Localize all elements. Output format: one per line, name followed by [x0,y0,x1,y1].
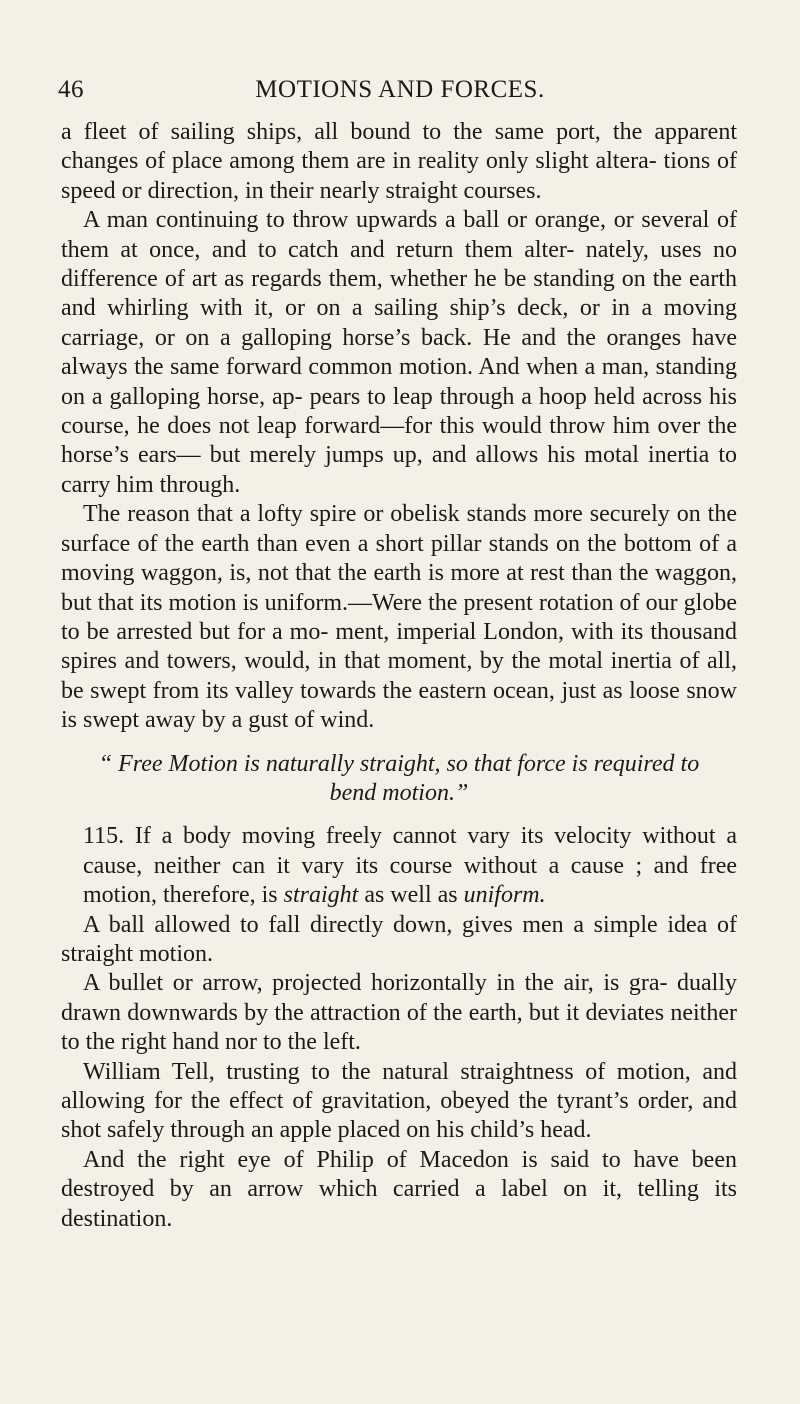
paragraph-juggler: A man continuing to throw upwards a ball or orange, or several of them at once, and to catch and return them alter- nately, uses no difference of art as regards them, whether he be standing on the earth and whirling with it, or on a sailing ship’s deck, or in a moving carriage, or on a galloping horse’s back. He and the oranges have always the same forward common motion. And when a man, standing on a galloping horse, ap- pears to leap through a hoop held across his course, he does not leap forward—for this would throw him over the horse’s ears— but merely jumps up, and allows his motal inertia to carry him through. [61,207,737,498]
running-head [58,76,742,108]
section-number: 115. [83,823,125,850]
section-115 [61,822,737,910]
page-number: 46 [58,76,84,103]
maxim-free-motion: “ Free Motion is naturally straight, so that force is required to bend motion.” [98,750,700,806]
section-115-part-a: If a body moving freely cannot vary its velocity without a cause, neither can it vary its course without a cause ; and free motion, therefore, is [83,823,737,909]
paragraph-william-tell: William Tell, trusting to the natural straightness of motion, and allowing for the effect of gravitation, obeyed the tyrant’s order, and shot safely through an apple placed on his child’s head. [61,1058,737,1144]
paragraph-philip: And the right eye of Philip of Macedon is said to have been destroyed by an arrow which carried a label on it, telling its destination. [61,1146,737,1232]
emphasis-straight: straight [283,882,359,909]
paragraph-continued: a fleet of sailing ships, all bound to the same port, the apparent changes of place among them are in reality only slight altera- tions of speed or direction, in their nearly straight courses. [61,119,737,204]
emphasis-uniform: uniform. [463,882,546,909]
section-115-text [83,822,737,910]
running-title: MOTIONS AND FORCES. [255,76,545,103]
paragraph-bullet: A bullet or arrow, projected horizontally in the air, is gra- dually drawn downwards by the attraction of the earth, but it deviates neither to the right hand nor to the left. [61,970,737,1056]
section-115-part-b: as well as [358,882,464,909]
paragraph-spire: The reason that a lofty spire or obelisk stands more securely on the surface of the earth than even a short pillar stands on the bottom of a moving waggon, is, not that the earth is more at rest than the waggon, but that its motion is uniform.—Were the present rotation of our globe to be arrested but for a mo- ment, imperial London, with its thousand spires and towers, would, in that moment, by the motal inertia of all, be swept from its valley towards the eastern ocean, just as loose snow is swept away by a gust of wind. [61,501,737,734]
text-body [61,118,737,1234]
paragraph-ball: A ball allowed to fall directly down, gives men a simple idea of straight motion. [61,911,737,967]
